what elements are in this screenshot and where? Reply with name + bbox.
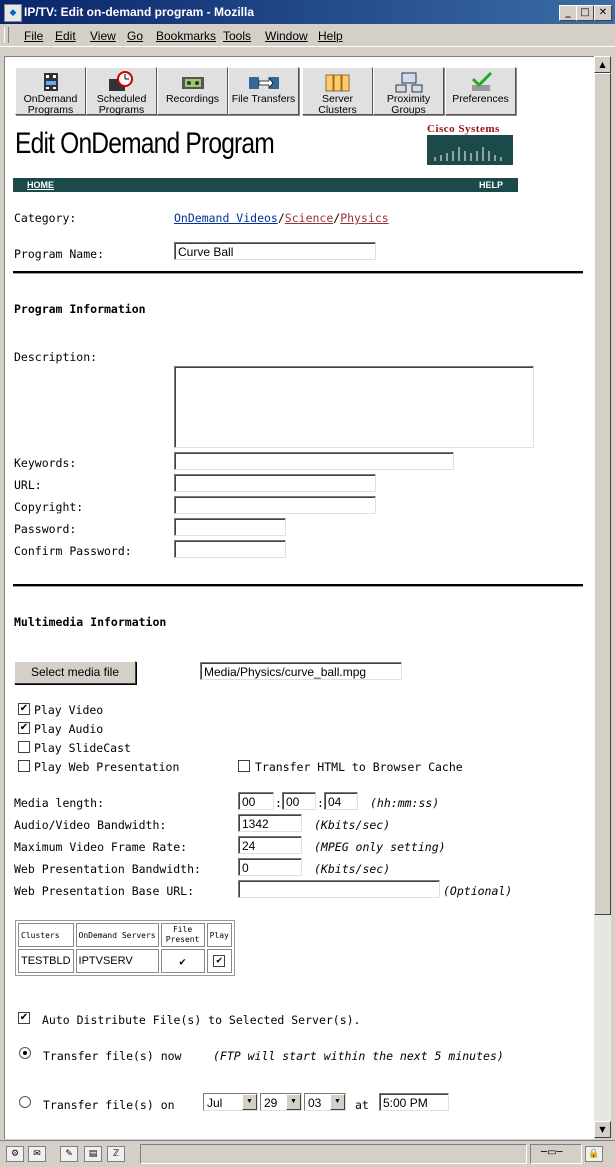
toolbar-label: Groups [391,104,426,116]
toolbar-label: Server [322,93,353,105]
transfer-now-radio[interactable] [19,1047,31,1059]
password-label: Password: [14,522,77,536]
copyright-label: Copyright: [14,500,84,514]
navigator-icon[interactable]: ⚙ [6,1146,24,1162]
play-audio-checkbox[interactable]: ✔ [19,722,29,733]
nav-bar [13,178,518,192]
auto-distribute-checkbox[interactable]: ✔ [19,1012,29,1023]
program-info-heading: Program Information [14,302,146,316]
transfer-now-hint: (FTP will start within the next 5 minutes) [213,1049,504,1063]
status-bar [0,1140,615,1167]
multimedia-info-heading: Multimedia Information [14,615,167,629]
category-breadcrumb [174,211,389,225]
table-header-row [18,923,232,947]
servers-table [15,920,235,976]
toolbar-scheduled-programs[interactable] [86,67,157,115]
menu-file[interactable]: File [24,29,44,43]
media-length-seconds-input[interactable]: 04 [324,792,358,810]
play-web-presentation-label: Play Web Presentation [34,760,180,774]
dropdown-arrow-icon: ▼ [330,1094,345,1110]
toolbar-server-clusters[interactable] [302,67,373,115]
transfer-icon [247,71,281,93]
dropdown-arrow-icon: ▼ [242,1094,257,1110]
maximize-button[interactable]: □ [576,5,594,21]
tape-icon [176,71,210,93]
close-button[interactable]: ✕ [594,5,612,21]
media-length-label: Media length: [14,796,105,810]
play-video-label: Play Video [34,703,104,717]
month-select[interactable] [203,1093,258,1111]
menu-go[interactable]: Go [127,29,144,43]
transfer-now-label: Transfer file(s) now [43,1049,182,1063]
day-select[interactable] [260,1093,302,1111]
server-cell: IPTVSERV [76,949,159,973]
scroll-up-icon[interactable]: ▲ [594,56,611,73]
play-audio-label: Play Audio [34,722,104,736]
table-row [18,949,232,973]
toolbar-recordings[interactable] [157,67,228,115]
chat-icon[interactable]: ℤ [107,1146,125,1162]
mail-icon[interactable]: ✉ [28,1146,46,1162]
transfer-html-label: Transfer HTML to Browser Cache [255,760,463,774]
toolbar-label: Programs [27,104,74,116]
dropdown-arrow-icon: ▼ [286,1094,301,1110]
keywords-input[interactable] [174,452,454,470]
menu-bookmarks[interactable]: Bookmarks [156,29,217,43]
category-ondemand-link[interactable]: OnDemand Videos [174,211,278,225]
table-header: Play [207,923,232,947]
file-present-cell: ✔ [161,949,205,973]
media-file-input[interactable]: Media/Physics/curve_ball.mpg [200,662,402,680]
toolbar-label: Recordings [165,93,220,105]
status-text-area [140,1144,527,1164]
menu-window[interactable]: Window [265,29,308,43]
table-header: File Present [161,923,205,947]
toolbar-label: OnDemand [23,93,78,105]
play-slidecast-label: Play SlideCast [34,741,131,755]
play-slidecast-checkbox[interactable] [18,741,30,753]
page-content [4,56,595,1139]
category-label: Category: [14,211,77,225]
toolbar-preferences[interactable] [445,67,516,115]
transfer-on-label: Transfer file(s) on [43,1098,175,1112]
toolbar-label: Preferences [452,93,509,105]
transfer-time-input[interactable]: 5:00 PM [379,1093,449,1111]
check-icon [464,71,498,93]
toolbar-proximity-groups[interactable] [373,67,444,115]
keywords-label: Keywords: [14,456,77,470]
program-name-input[interactable]: Curve Ball [174,242,376,260]
menu-edit[interactable]: Edit [55,29,76,43]
table-header: OnDemand Servers [76,923,159,947]
time-separator: : [317,796,324,810]
toolbar-ondemand-programs[interactable] [15,67,86,115]
web-bandwidth-label: Web Presentation Bandwidth: [14,862,201,876]
minimize-button[interactable]: _ [559,5,577,21]
play-web-presentation-checkbox[interactable] [18,760,30,772]
cisco-logo [427,123,517,167]
addressbook-icon[interactable]: ▤ [84,1146,102,1162]
av-bandwidth-label: Audio/Video Bandwidth: [14,818,167,832]
server-icon [321,71,355,93]
media-length-hours-input[interactable]: 00 [238,792,274,810]
auto-distribute-label: Auto Distribute File(s) to Selected Server(s). [42,1013,361,1027]
category-physics-link[interactable]: Physics [340,211,389,225]
composer-icon[interactable]: ✎ [60,1146,78,1162]
table-header: Clusters [18,923,74,947]
frame-rate-label: Maximum Video Frame Rate: [14,840,188,854]
transfer-on-radio[interactable] [19,1096,31,1108]
window-title: IP/TV: Edit on-demand program - Mozilla [24,5,255,19]
media-length-minutes-input[interactable]: 00 [282,792,316,810]
breadcrumb-separator: / [333,211,341,225]
month-value: Jul [207,1096,223,1110]
play-server-checkbox[interactable]: ✔ [213,955,225,967]
toolbar-label: File Transfers [231,93,296,105]
network-icon [392,71,426,93]
at-label: at [355,1098,369,1112]
copyright-input[interactable] [174,496,376,514]
toolbar-label: Scheduled [96,93,147,105]
year-value: 03 [308,1096,322,1110]
av-bandwidth-input[interactable]: 1342 [238,814,302,832]
transfer-html-checkbox[interactable] [238,760,250,772]
web-bandwidth-hint: (Kbits/sec) [314,862,391,876]
nav-help-link[interactable]: HELP [479,180,504,190]
cluster-cell: TESTBLD [18,949,74,973]
page-title: Edit OnDemand Program [15,127,274,160]
vertical-scrollbar[interactable] [594,56,611,1138]
menubar [0,24,615,47]
breadcrumb-separator: / [277,211,285,225]
url-label: URL: [14,478,42,492]
toolbar-label: Clusters [318,104,357,116]
web-url-input[interactable] [238,880,440,898]
description-textarea[interactable] [174,366,534,448]
av-bandwidth-hint: (Kbits/sec) [314,818,391,832]
window-titlebar [0,0,615,24]
nav-home-link[interactable]: HOME [27,180,54,190]
divider [13,584,583,587]
program-name-label: Program Name: [14,247,105,261]
menu-tools[interactable]: Tools [223,29,252,43]
film-icon [34,71,68,93]
online-icon: ─▭─ [541,1147,563,1158]
play-cell [207,949,232,973]
url-input[interactable] [174,474,376,492]
confirm-password-input[interactable] [174,540,286,558]
password-input[interactable] [174,518,286,536]
app-icon: ◆ [4,4,22,22]
menu-help[interactable]: Help [318,29,343,43]
media-length-hint: (hh:mm:ss) [370,796,440,810]
scroll-down-icon[interactable]: ▼ [594,1121,611,1138]
connection-status [530,1144,582,1164]
menubar-grip [4,27,9,43]
brand-name: Cisco Systems [427,123,500,135]
toolbar-label: Proximity [386,93,431,105]
frame-rate-hint: (MPEG only setting) [314,840,446,854]
web-url-hint: (Optional) [443,884,513,898]
description-label: Description: [14,350,98,364]
clock-icon [105,71,139,93]
toolbar-file-transfers[interactable] [228,67,299,115]
menu-view[interactable]: View [90,29,116,43]
select-media-file-button[interactable]: Select media file [14,661,136,684]
web-bandwidth-input[interactable]: 0 [238,858,302,876]
category-science-link[interactable]: Science [284,211,334,225]
web-url-label: Web Presentation Base URL: [14,884,195,898]
play-video-checkbox[interactable]: ✔ [19,703,29,714]
cisco-bridge-logo [427,135,515,165]
security-lock-icon[interactable]: 🔒 [585,1146,603,1162]
day-value: 29 [264,1096,278,1110]
frame-rate-input[interactable]: 24 [238,836,302,854]
time-separator: : [275,796,282,810]
year-select[interactable] [304,1093,346,1111]
toolbar-label: Programs [98,104,145,116]
confirm-password-label: Confirm Password: [14,544,132,558]
divider [13,271,583,274]
scroll-thumb[interactable] [594,73,611,915]
